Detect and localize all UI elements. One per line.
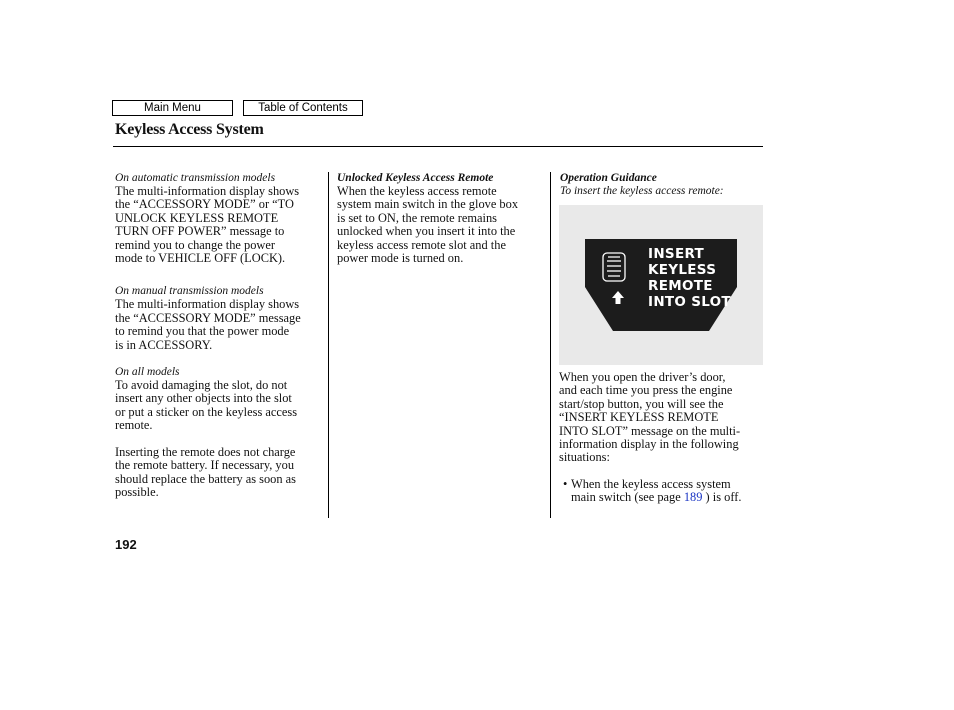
display-text-line-4: INTO SLOT bbox=[648, 294, 731, 310]
paragraph-automatic: The multi-information display shows the “ACCESSORY MODE” or “TO UNLOCK KEYLESS REMOTE TURN OFF POWER” message to remind you to change the power mode to VEHICLE OFF (LOCK). bbox=[115, 184, 300, 266]
main-menu-button[interactable]: Main Menu bbox=[112, 100, 233, 116]
column-1 bbox=[115, 172, 323, 499]
column-3-body bbox=[559, 371, 763, 505]
paragraph-battery: Inserting the remote does not charge the remote battery. If necessary, you should replace the battery as soon as possible. bbox=[115, 444, 296, 499]
title-rule bbox=[113, 146, 763, 147]
column-divider-1 bbox=[328, 172, 329, 518]
table-of-contents-button[interactable]: Table of Contents bbox=[243, 100, 363, 116]
subheading-operation-guidance: Operation Guidance bbox=[560, 172, 657, 184]
page-189-link[interactable]: 189 bbox=[683, 490, 703, 505]
display-text-line-1: INSERT bbox=[648, 246, 705, 262]
subheading-manual: On manual transmission models bbox=[115, 285, 264, 298]
column-3 bbox=[560, 172, 764, 198]
paragraph-manual: The multi-information display shows the “ACCESSORY MODE” message to remind you that the power mode is in ACCESSORY. bbox=[115, 297, 301, 352]
display-illustration bbox=[559, 205, 763, 365]
column-divider-2 bbox=[550, 172, 551, 518]
subheading-insert-remote: To insert the keyless access remote: bbox=[560, 185, 724, 197]
display-text-line-3: REMOTE bbox=[648, 278, 713, 294]
display-text-line-2: KEYLESS bbox=[648, 262, 717, 278]
page-title: Keyless Access System bbox=[115, 121, 264, 138]
column-2 bbox=[337, 172, 545, 265]
paragraph-unlocked-remote: When the keyless access remote system main switch in the glove box is set to ON, the remote remains unlocked when you insert it into the keyless access remote slot and the power mode is turned on. bbox=[337, 184, 519, 266]
subheading-automatic: On automatic transmission models bbox=[115, 172, 276, 184]
paragraph-slot-warning: To avoid damaging the slot, do not insert any other objects into the slot or put a sticker on the keyless access remote. bbox=[115, 378, 298, 433]
subheading-all-models: On all models bbox=[115, 366, 180, 379]
page-number: 192 bbox=[115, 537, 137, 552]
bullet-symbol: • bbox=[563, 476, 568, 491]
paragraph-insert-message: When you open the driver’s door, and each time you press the engine start/stop button, you will see the “INSERT KEYLESS REMOTE INTO SLOT” message on the multi- information display in the following situations: bbox=[559, 370, 741, 465]
subheading-unlocked-remote: Unlocked Keyless Access Remote bbox=[337, 172, 494, 184]
bullet-item: • When the keyless access system main switch (see page 189 ) is off. bbox=[563, 476, 742, 505]
